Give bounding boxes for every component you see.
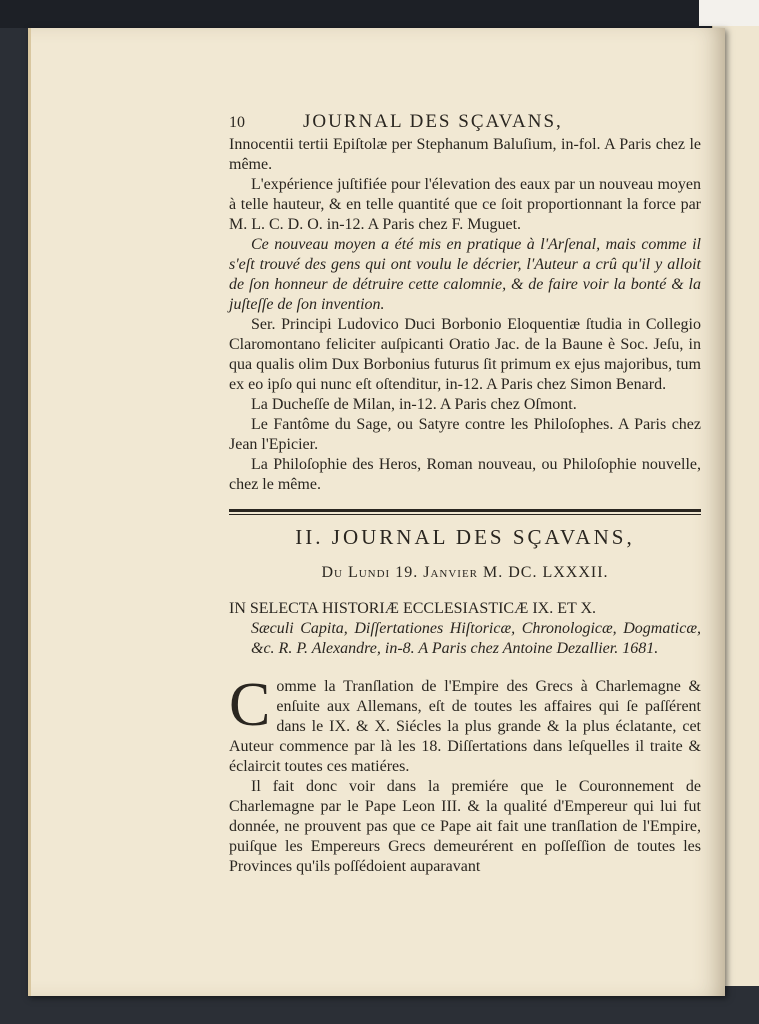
page-content	[229, 112, 701, 877]
viewer-corner-tab	[699, 0, 759, 26]
entry-innocentii: Innocentii tertii Epiſtolæ per Stephanum Baluſium, in-fol. A Paris chez le même.	[229, 136, 701, 173]
section-divider	[229, 509, 701, 515]
scanner-background	[0, 0, 759, 28]
body-paragraph-1-text: omme la Tranſlation de l'Empire des Grecs à Charlemagne & enſuite aux Allemans, eſt de toutes les affaires qui ſe paſſérent dans le IX. & X. Siécles la plus grande & la plus éclatante, cet Auteur commence par là les 18. Diſſertations dans leſquelles il traite & éclaircit toutes ces matiéres.	[229, 678, 701, 775]
drop-cap: C	[229, 671, 271, 739]
body-paragraph-2: Il fait donc voir dans la premiére que le Couronnement de Charlemagne par le Pape Leon III. & la qualité d'Empereur qui lui fut donnée, ne prouvent pas que ce Pape ait fait une tranſlation de l'Empire, puiſque les Empereurs Grecs demeurérent en poſſeſſion de toutes les Provinces qu'ils poſſédoient auparavant	[229, 778, 701, 875]
entry-principi: Ser. Principi Ludovico Duci Borbonio Eloquentiæ ſtudia in Collegio Claromontano feliciter auſpicanti Oratio Jac. de la Baune è Soc. Jeſu, in qua qualis olim Dux Borbonius futurus ſit primum ex ejus majoribus, tum ex eo ipſo qui nunc eſt oſtenditur, in-12. A Paris chez Simon Benard.	[229, 316, 701, 393]
section-title: II. JOURNAL DES SÇAVANS,	[295, 525, 635, 549]
entry-duchesse: La Ducheſſe de Milan, in-12. A Paris chez Oſmont.	[251, 396, 577, 413]
body-paragraph-1	[229, 671, 701, 777]
section-date: Du Lundi 19. Janvier M. DC. LXXXII.	[321, 564, 609, 581]
book-description: Sæculi Capita, Diſſertationes Hiſtoricæ, Chronologicæ, Dogmaticæ, &c. R. P. Alexandre, in-8. A Paris chez Antoine Dezallier. 1681.	[251, 620, 701, 657]
entry-philosophie: La Philoſophie des Heros, Roman nouveau, ou Philoſophie nouvelle, chez le même.	[229, 456, 701, 493]
running-header	[229, 112, 701, 133]
italic-note: Ce nouveau moyen a été mis en pratique à l'Arſenal, mais comme il s'eſt trouvé des gens qui ont voulu le décrier, l'Auteur a crû qu'il y alloit de ſon honneur de détruire cette calomnie, & de faire voir la bonté & la juſteſſe de ſon invention.	[229, 236, 701, 313]
book-title: IN SELECTA HISTORIÆ ECCLESIASTICÆ IX. ET X.	[229, 600, 597, 617]
running-title: JOURNAL DES SÇAVANS,	[303, 111, 563, 132]
page-number: 10	[229, 114, 245, 131]
entry-experience: L'expérience juſtifiée pour l'élevation des eaux par un nouveau moyen à telle hauteur, & en telle quantité que ce ſoit proportionnant la force par M. L. C. D. O. in-12. A Paris chez F. Muguet.	[229, 176, 701, 233]
book-page	[28, 28, 725, 996]
entry-fantome: Le Fantôme du Sage, ou Satyre contre les Philoſophes. A Paris chez Jean l'Epicier.	[229, 416, 701, 453]
